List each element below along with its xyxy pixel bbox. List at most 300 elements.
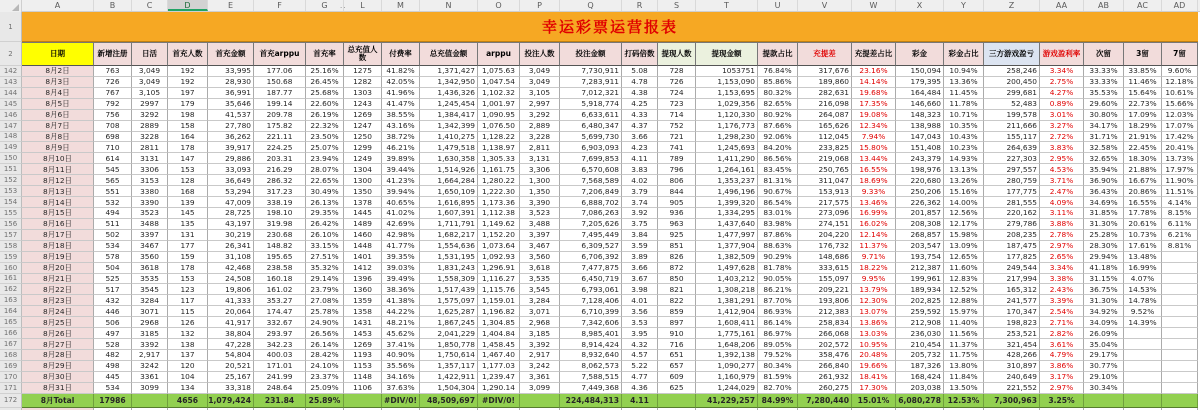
cell[interactable]: 1,437,640 bbox=[696, 219, 758, 230]
header-cell[interactable]: 提现人数 bbox=[658, 42, 696, 66]
cell[interactable]: 1412 bbox=[344, 263, 382, 274]
cell[interactable]: 1453 bbox=[344, 328, 382, 339]
cell[interactable] bbox=[622, 408, 658, 410]
cell[interactable]: 248.64 bbox=[254, 383, 306, 394]
cell[interactable]: 8月Total bbox=[22, 394, 94, 408]
cell[interactable]: 3.34% bbox=[1040, 263, 1084, 274]
cell[interactable]: 4.32 bbox=[622, 339, 658, 350]
cell[interactable]: 7.94% bbox=[852, 132, 896, 143]
cell[interactable]: 3.11% bbox=[1040, 208, 1084, 219]
cell[interactable] bbox=[22, 408, 94, 410]
cell[interactable] bbox=[1162, 328, 1198, 339]
cell[interactable]: 198.10 bbox=[254, 208, 306, 219]
cell[interactable]: 187,475 bbox=[984, 241, 1040, 252]
cell[interactable]: 3,390 bbox=[520, 197, 560, 208]
cell[interactable] bbox=[658, 394, 696, 408]
header-cell[interactable]: 提款占比 bbox=[758, 42, 798, 66]
cell[interactable]: 179,395 bbox=[896, 77, 944, 88]
cell[interactable]: 1,073.64 bbox=[478, 241, 520, 252]
cell[interactable]: 1,115.76 bbox=[478, 284, 520, 295]
row-number[interactable]: 150 bbox=[0, 153, 22, 164]
cell[interactable]: 1,264,161 bbox=[696, 164, 758, 175]
cell[interactable]: 11.75% bbox=[944, 350, 984, 361]
cell[interactable]: 806 bbox=[658, 175, 696, 186]
cell[interactable]: 3488 bbox=[132, 219, 168, 230]
cell[interactable] bbox=[896, 408, 944, 410]
cell[interactable]: 428,266 bbox=[984, 350, 1040, 361]
row-number[interactable]: 154 bbox=[0, 197, 22, 208]
cell[interactable]: 20.48% bbox=[852, 350, 896, 361]
cell[interactable] bbox=[798, 408, 852, 410]
cell[interactable]: 8月24日 bbox=[22, 306, 94, 317]
row-number[interactable]: 2 bbox=[0, 42, 22, 66]
cell[interactable]: 3,560 bbox=[520, 252, 560, 263]
cell[interactable]: 498 bbox=[94, 361, 132, 372]
cell[interactable]: 26.45% bbox=[306, 77, 344, 88]
cell[interactable]: 20,521 bbox=[208, 361, 254, 372]
header-cell[interactable]: 充提差 bbox=[798, 42, 852, 66]
cell[interactable]: 3.88% bbox=[1040, 219, 1084, 230]
cell[interactable]: 11.37% bbox=[944, 339, 984, 350]
cell[interactable]: 120 bbox=[168, 361, 208, 372]
cell[interactable]: 38,804 bbox=[208, 328, 254, 339]
cell[interactable]: 3185 bbox=[132, 328, 168, 339]
cell[interactable]: 26.56% bbox=[306, 328, 344, 339]
cell[interactable]: 41.82% bbox=[382, 66, 420, 77]
cell[interactable]: 651 bbox=[658, 350, 696, 361]
cell[interactable]: 16.99% bbox=[852, 208, 896, 219]
cell[interactable]: 208,235 bbox=[984, 230, 1040, 241]
cell[interactable]: 1445 bbox=[344, 208, 382, 219]
cell[interactable]: 1,177.03 bbox=[478, 361, 520, 372]
cell[interactable]: 189,934 bbox=[896, 284, 944, 295]
cell[interactable]: 12.65% bbox=[944, 252, 984, 263]
cell[interactable]: 1,152.20 bbox=[478, 230, 520, 241]
cell[interactable]: 87.66% bbox=[758, 121, 798, 132]
cell[interactable]: 1,850,778 bbox=[420, 339, 478, 350]
cell[interactable]: 1,608,411 bbox=[696, 317, 758, 328]
cell[interactable]: 8,985,401 bbox=[560, 328, 622, 339]
cell[interactable]: 132 bbox=[168, 328, 208, 339]
cell[interactable]: 84.99% bbox=[758, 394, 798, 408]
cell[interactable]: 153 bbox=[168, 274, 208, 285]
cell[interactable]: 905 bbox=[658, 197, 696, 208]
cell[interactable]: 80.92% bbox=[758, 110, 798, 121]
cell[interactable]: 33.33% bbox=[1084, 77, 1124, 88]
cell[interactable]: 3.79 bbox=[622, 186, 658, 197]
cell[interactable]: 47,009 bbox=[208, 197, 254, 208]
row-number[interactable]: 149 bbox=[0, 142, 22, 153]
cell[interactable]: 1106 bbox=[344, 383, 382, 394]
cell[interactable]: 1,350 bbox=[520, 186, 560, 197]
cell[interactable]: 3,049 bbox=[132, 77, 168, 88]
cell[interactable]: 1243 bbox=[344, 99, 382, 110]
cell[interactable]: 165,312 bbox=[984, 284, 1040, 295]
header-cell[interactable]: 充提差占比 bbox=[852, 42, 896, 66]
cell[interactable]: 19.08% bbox=[852, 110, 896, 121]
cell[interactable]: 164,484 bbox=[896, 88, 944, 99]
cell[interactable]: 92.06% bbox=[758, 132, 798, 143]
cell[interactable]: 41.47% bbox=[382, 99, 420, 110]
cell[interactable]: 2,889 bbox=[520, 121, 560, 132]
header-cell[interactable]: 新增注册 bbox=[94, 42, 132, 66]
cell[interactable]: 204,220 bbox=[798, 230, 852, 241]
cell[interactable]: 22.73% bbox=[1124, 99, 1162, 110]
cell[interactable]: 724 bbox=[658, 88, 696, 99]
cell[interactable]: 268,857 bbox=[896, 230, 944, 241]
cell[interactable]: 1431 bbox=[344, 317, 382, 328]
cell[interactable]: 10.43% bbox=[944, 132, 984, 143]
cell[interactable]: 20,064 bbox=[208, 306, 254, 317]
cell[interactable]: 233,825 bbox=[798, 142, 852, 153]
cell[interactable]: 8月21日 bbox=[22, 274, 94, 285]
cell[interactable]: 4.01 bbox=[622, 295, 658, 306]
cell[interactable]: 1,334,295 bbox=[696, 208, 758, 219]
cell[interactable]: 3,185 bbox=[520, 328, 560, 339]
cell[interactable]: 40.65% bbox=[382, 197, 420, 208]
cell[interactable]: 3.92 bbox=[622, 208, 658, 219]
cell[interactable] bbox=[1162, 284, 1198, 295]
cell[interactable]: 15.66% bbox=[1162, 99, 1198, 110]
cell[interactable]: 1,280.22 bbox=[478, 175, 520, 186]
cell[interactable]: 220,680 bbox=[896, 175, 944, 186]
cell[interactable]: 145 bbox=[168, 208, 208, 219]
cell[interactable]: 2,968 bbox=[520, 317, 560, 328]
cell[interactable]: 708 bbox=[94, 121, 132, 132]
cell[interactable]: 1,245,693 bbox=[696, 142, 758, 153]
cell[interactable]: 3,361 bbox=[520, 372, 560, 383]
cell[interactable]: 6,570,608 bbox=[560, 164, 622, 175]
cell[interactable]: 3.17% bbox=[1040, 372, 1084, 383]
cell[interactable]: 6,480,347 bbox=[560, 121, 622, 132]
cell[interactable]: 1,296.91 bbox=[478, 263, 520, 274]
cell[interactable]: 3380 bbox=[132, 186, 168, 197]
cell[interactable]: 3.27% bbox=[1040, 121, 1084, 132]
cell[interactable]: 17.07% bbox=[1162, 121, 1198, 132]
cell[interactable]: 179 bbox=[168, 99, 208, 110]
cell[interactable]: 30,219 bbox=[208, 230, 254, 241]
cell[interactable]: 16.99% bbox=[1124, 263, 1162, 274]
cell[interactable]: 54,804 bbox=[208, 350, 254, 361]
cell[interactable]: 714 bbox=[658, 110, 696, 121]
cell[interactable]: 192 bbox=[168, 66, 208, 77]
cell[interactable]: 1249 bbox=[344, 153, 382, 164]
cell[interactable]: 11.51% bbox=[1162, 186, 1198, 197]
row-number[interactable]: 156 bbox=[0, 219, 22, 230]
cell[interactable]: 796 bbox=[658, 164, 696, 175]
cell[interactable]: 728 bbox=[658, 66, 696, 77]
header-cell[interactable]: 总充值金额 bbox=[420, 42, 478, 66]
cell[interactable]: 2.43% bbox=[1040, 284, 1084, 295]
cell[interactable]: 8月28日 bbox=[22, 350, 94, 361]
column-header-D[interactable]: D bbox=[168, 0, 208, 11]
cell[interactable]: 4.53% bbox=[1040, 164, 1084, 175]
cell[interactable]: 517 bbox=[94, 284, 132, 295]
cell[interactable]: 7,495,449 bbox=[560, 230, 622, 241]
cell[interactable]: 23.37% bbox=[306, 372, 344, 383]
column-header-M[interactable]: M bbox=[382, 0, 420, 11]
cell[interactable]: 3.83 bbox=[622, 164, 658, 175]
cell[interactable]: 3292 bbox=[132, 110, 168, 121]
cell[interactable]: 224,484,313 bbox=[560, 394, 622, 408]
cell[interactable]: 28.42% bbox=[306, 350, 344, 361]
cell[interactable]: 41.02% bbox=[382, 208, 420, 219]
cell[interactable]: 511 bbox=[94, 219, 132, 230]
cell[interactable]: 11.60% bbox=[944, 263, 984, 274]
cell[interactable]: 6,309,527 bbox=[560, 241, 622, 252]
cell[interactable]: 28.30% bbox=[1084, 241, 1124, 252]
cell[interactable]: 534 bbox=[94, 241, 132, 252]
cell[interactable] bbox=[560, 408, 622, 410]
cell[interactable]: 657 bbox=[658, 361, 696, 372]
cell[interactable]: 203,547 bbox=[896, 241, 944, 252]
cell[interactable]: 274,151 bbox=[798, 219, 852, 230]
header-cell[interactable]: arppu bbox=[478, 42, 520, 66]
cell[interactable]: 43,197 bbox=[208, 219, 254, 230]
cell[interactable]: 3,392 bbox=[520, 339, 560, 350]
cell[interactable]: #DIV/0! bbox=[478, 394, 520, 408]
cell[interactable]: 1,467.40 bbox=[478, 350, 520, 361]
cell[interactable] bbox=[1162, 317, 1198, 328]
cell[interactable]: 282,631 bbox=[798, 88, 852, 99]
cell[interactable]: 13.36% bbox=[944, 77, 984, 88]
cell[interactable] bbox=[1084, 408, 1124, 410]
cell[interactable]: 39.35% bbox=[382, 252, 420, 263]
row-number[interactable]: 169 bbox=[0, 361, 22, 372]
cell[interactable]: 87.86% bbox=[758, 230, 798, 241]
cell[interactable]: 8月26日 bbox=[22, 328, 94, 339]
cell[interactable]: 614 bbox=[94, 153, 132, 164]
cell[interactable]: 4.23 bbox=[622, 142, 658, 153]
cell[interactable]: 171.01 bbox=[254, 361, 306, 372]
header-cell[interactable]: 首充率 bbox=[306, 42, 344, 66]
cell[interactable]: 18.69% bbox=[852, 175, 896, 186]
cell[interactable]: 551 bbox=[94, 186, 132, 197]
cell[interactable]: 625 bbox=[658, 383, 696, 394]
cell[interactable]: 38.72% bbox=[382, 132, 420, 143]
cell[interactable]: 1401 bbox=[344, 252, 382, 263]
cell[interactable]: 208,308 bbox=[896, 219, 944, 230]
header-cell[interactable]: 投注金额 bbox=[560, 42, 622, 66]
cell[interactable]: 159 bbox=[168, 252, 208, 263]
cell[interactable]: 1,625,287 bbox=[420, 306, 478, 317]
cell[interactable]: 9.71% bbox=[852, 252, 896, 263]
cell[interactable]: 897 bbox=[658, 317, 696, 328]
cell[interactable]: 3397 bbox=[132, 230, 168, 241]
cell[interactable]: 525 bbox=[94, 274, 132, 285]
cell[interactable]: 1,308,218 bbox=[696, 284, 758, 295]
cell[interactable]: 7,012,321 bbox=[560, 88, 622, 99]
cell[interactable]: 35.94% bbox=[1084, 164, 1124, 175]
cell[interactable]: 3.25% bbox=[1040, 394, 1084, 408]
cell[interactable]: 86.93% bbox=[758, 306, 798, 317]
cell[interactable]: 176,732 bbox=[798, 241, 852, 252]
cell[interactable]: 17.09% bbox=[1124, 110, 1162, 121]
cell[interactable]: 8,062,573 bbox=[560, 361, 622, 372]
cell[interactable]: 212,383 bbox=[798, 306, 852, 317]
cell[interactable]: 177.06 bbox=[254, 66, 306, 77]
cell[interactable]: 34.69% bbox=[1084, 197, 1124, 208]
cell[interactable]: 8月5日 bbox=[22, 99, 94, 110]
cell[interactable]: 1,616,895 bbox=[420, 197, 478, 208]
cell[interactable]: 3.84 bbox=[622, 230, 658, 241]
cell[interactable]: 177,775 bbox=[984, 186, 1040, 197]
cell[interactable]: 3306 bbox=[132, 164, 168, 175]
cell[interactable]: 1,630,358 bbox=[420, 153, 478, 164]
cell[interactable]: 8月2日 bbox=[22, 66, 94, 77]
header-cell[interactable]: 投注人数 bbox=[520, 42, 560, 66]
row-number[interactable]: 171 bbox=[0, 383, 22, 394]
cell[interactable] bbox=[1124, 408, 1162, 410]
cell[interactable]: 165,626 bbox=[798, 121, 852, 132]
cell[interactable]: 7,128,406 bbox=[560, 295, 622, 306]
cell[interactable]: 31.15% bbox=[1084, 274, 1124, 285]
cell[interactable]: 822 bbox=[658, 295, 696, 306]
cell[interactable]: 8月19日 bbox=[22, 252, 94, 263]
cell[interactable]: 12.17% bbox=[944, 219, 984, 230]
cell[interactable]: 1,128.22 bbox=[478, 132, 520, 143]
header-cell[interactable]: 日期 bbox=[22, 42, 94, 66]
cell[interactable]: 925 bbox=[658, 230, 696, 241]
cell[interactable] bbox=[1162, 361, 1198, 372]
cell[interactable]: 211,666 bbox=[984, 121, 1040, 132]
cell[interactable]: 1,382,509 bbox=[696, 252, 758, 263]
cell[interactable]: 11.78% bbox=[944, 99, 984, 110]
cell[interactable] bbox=[1162, 295, 1198, 306]
cell[interactable]: 25.68% bbox=[306, 88, 344, 99]
cell[interactable]: 11.37% bbox=[852, 241, 896, 252]
cell[interactable]: 1,399,320 bbox=[696, 197, 758, 208]
cell[interactable]: 4.11 bbox=[622, 394, 658, 408]
header-cell[interactable]: 游戏盈利率 bbox=[1040, 42, 1084, 66]
cell[interactable]: 14.78% bbox=[1124, 295, 1162, 306]
cell[interactable]: 8.15% bbox=[1162, 208, 1198, 219]
cell[interactable]: 1359 bbox=[344, 295, 382, 306]
cell[interactable]: 4.27% bbox=[1040, 88, 1084, 99]
cell[interactable]: 1,531,195 bbox=[420, 252, 478, 263]
cell[interactable]: 19,806 bbox=[208, 284, 254, 295]
cell[interactable]: 175.82 bbox=[254, 121, 306, 132]
cell[interactable]: 1,607,391 bbox=[420, 208, 478, 219]
cell[interactable]: 209,221 bbox=[798, 284, 852, 295]
cell[interactable]: 199.14 bbox=[254, 99, 306, 110]
cell[interactable]: 3.95 bbox=[622, 328, 658, 339]
cell[interactable]: 1,403,212 bbox=[696, 274, 758, 285]
cell[interactable]: 12.03% bbox=[1162, 110, 1198, 121]
cell[interactable]: 11.45% bbox=[944, 88, 984, 99]
cell[interactable]: 48.21% bbox=[382, 317, 420, 328]
cell[interactable]: 6,888,702 bbox=[560, 197, 622, 208]
cell[interactable]: 1,161.75 bbox=[478, 164, 520, 175]
cell[interactable]: 3,071 bbox=[520, 306, 560, 317]
cell[interactable]: 1,001.97 bbox=[478, 99, 520, 110]
cell[interactable]: 3618 bbox=[132, 263, 168, 274]
cell[interactable]: 11.56% bbox=[944, 328, 984, 339]
cell[interactable]: 9.60% bbox=[1162, 66, 1198, 77]
cell[interactable]: 844 bbox=[658, 186, 696, 197]
cell[interactable]: 86.97% bbox=[758, 328, 798, 339]
cell[interactable] bbox=[344, 394, 382, 408]
column-header-O[interactable]: O bbox=[478, 0, 520, 11]
cell[interactable]: 1,342,399 bbox=[420, 121, 478, 132]
cell[interactable]: 29.10% bbox=[1084, 372, 1124, 383]
cell[interactable]: 310,897 bbox=[984, 361, 1040, 372]
cell[interactable] bbox=[1162, 394, 1198, 408]
cell[interactable]: 148.82 bbox=[254, 241, 306, 252]
cell[interactable]: 177,825 bbox=[984, 252, 1040, 263]
cell[interactable]: 10.94% bbox=[944, 66, 984, 77]
cell[interactable]: 212,387 bbox=[896, 263, 944, 274]
cell[interactable]: 153,913 bbox=[798, 186, 852, 197]
cell[interactable]: 26.14% bbox=[306, 339, 344, 350]
cell[interactable]: 1,196.82 bbox=[478, 306, 520, 317]
cell[interactable]: 203,038 bbox=[896, 383, 944, 394]
cell[interactable]: 161.02 bbox=[254, 284, 306, 295]
cell[interactable]: 221.11 bbox=[254, 132, 306, 143]
cell[interactable]: 199,961 bbox=[896, 274, 944, 285]
cell[interactable]: 24.90% bbox=[306, 317, 344, 328]
cell[interactable]: 12.34% bbox=[852, 121, 896, 132]
cell[interactable]: 3,467 bbox=[520, 241, 560, 252]
cell[interactable]: 6.11% bbox=[1162, 219, 1198, 230]
cell[interactable]: 28.07% bbox=[306, 164, 344, 175]
cell[interactable] bbox=[1162, 263, 1198, 274]
cell[interactable] bbox=[758, 408, 798, 410]
cell[interactable]: 36.43% bbox=[1084, 186, 1124, 197]
cell[interactable] bbox=[696, 408, 758, 410]
cell[interactable]: 3,618 bbox=[520, 263, 560, 274]
cell[interactable]: 11.90% bbox=[1162, 175, 1198, 186]
cell[interactable]: 198,823 bbox=[984, 317, 1040, 328]
cell[interactable]: 199,578 bbox=[984, 110, 1040, 121]
cell[interactable]: 240,649 bbox=[984, 372, 1040, 383]
cell[interactable]: 726 bbox=[94, 77, 132, 88]
cell[interactable]: 31.71% bbox=[1084, 132, 1124, 143]
cell[interactable]: 1,381,291 bbox=[696, 295, 758, 306]
cell[interactable]: 27,780 bbox=[208, 121, 254, 132]
cell[interactable]: 3.61% bbox=[1040, 339, 1084, 350]
cell[interactable] bbox=[1162, 252, 1198, 263]
cell[interactable]: 35.56% bbox=[382, 361, 420, 372]
cell[interactable]: 187.77 bbox=[254, 88, 306, 99]
cell[interactable]: 3.59 bbox=[622, 241, 658, 252]
cell[interactable]: 3,049 bbox=[520, 77, 560, 88]
cell[interactable]: 3467 bbox=[132, 241, 168, 252]
cell[interactable]: 859 bbox=[658, 306, 696, 317]
cell[interactable]: 18.29% bbox=[1124, 121, 1162, 132]
cell[interactable]: 41.18% bbox=[1084, 263, 1124, 274]
cell[interactable]: 7,568,589 bbox=[560, 175, 622, 186]
header-cell[interactable]: 3留 bbox=[1124, 42, 1162, 66]
column-header-W[interactable]: W bbox=[852, 0, 896, 11]
cell[interactable]: 104 bbox=[168, 372, 208, 383]
cell[interactable]: 201,857 bbox=[896, 208, 944, 219]
cell[interactable]: 4.02 bbox=[622, 175, 658, 186]
cell[interactable]: 216,098 bbox=[798, 99, 852, 110]
cell[interactable]: 53,294 bbox=[208, 186, 254, 197]
cell[interactable]: 1153 bbox=[344, 361, 382, 372]
cell[interactable]: 18.30% bbox=[1124, 153, 1162, 164]
cell[interactable]: 150.68 bbox=[254, 77, 306, 88]
header-cell[interactable]: 付费率 bbox=[382, 42, 420, 66]
cell[interactable]: 1,558,309 bbox=[420, 274, 478, 285]
cell[interactable]: 128 bbox=[168, 175, 208, 186]
cell[interactable]: 3,306 bbox=[520, 164, 560, 175]
cell[interactable] bbox=[306, 408, 344, 410]
cell[interactable] bbox=[382, 408, 420, 410]
cell[interactable] bbox=[132, 408, 168, 410]
cell[interactable]: 15.01% bbox=[852, 394, 896, 408]
